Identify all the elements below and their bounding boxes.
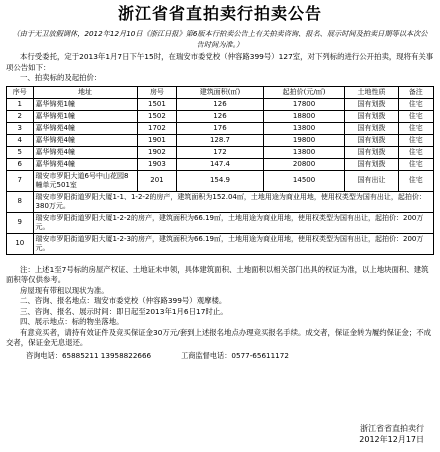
table-row [7,98,434,110]
signature-block [359,423,424,445]
table-cell: 2 [7,110,34,122]
table-cell: 嘉华锦苑4幢 [33,146,137,158]
supervise-phone: 工商监督电话：0577-65611172 [181,350,289,360]
table-cell: 128.7 [177,134,263,146]
table-row [7,191,434,212]
table-cell: 国有划拨 [345,146,398,158]
table-cell: 147.4 [177,158,263,170]
note-6: 有意竞买者，请持有效证件及竞买保证金30万元/套到上述报名地点办理竞买报名手续。成交者，保证金转为履约保证金；不成交者，保证金无息退还。 [6,327,431,347]
table-cell: 住宅 [398,158,433,170]
table-cell: 1902 [137,146,177,158]
col-header: 房号 [137,86,177,98]
table-cell: 1 [7,98,34,110]
intro-paragraph: 本行受委托，定于2013年1月7日下午15时，在瑞安市委党校（仲容路399号）127室，对下列标的进行公开拍卖，现将有关事项公告如下： [6,52,434,72]
table-cell: 国有划拨 [345,122,398,134]
table-cell: 住宅 [398,146,433,158]
table-cell: 嘉华锦苑4幢 [33,158,137,170]
table-row [7,233,434,254]
col-header: 建筑面积(㎡) [177,86,263,98]
table-cell: 住宅 [398,134,433,146]
table-cell: 国有划拨 [345,158,398,170]
note-4: 三、咨询、报名、展示时间：即日起至2013年1月6日17时止。 [20,306,228,316]
table-cell: 8 [7,191,34,212]
note-2: 房屋现有带租以现状为准。 [20,285,109,295]
table-cell: 国有出让 [345,170,398,191]
notice-title: 浙江省省直拍卖行拍卖公告 [117,4,322,23]
table-cell: 4 [7,134,34,146]
note-1: 注：上述1至7号标的房屋产权证、土地证未申领，具体建筑面积、土地面积以相关部门出具的权证为准，以上地块面积、建筑面积等仅供参考。 [6,264,429,284]
col-header: 土地性质 [345,86,398,98]
table-cell: 住宅 [398,122,433,134]
section-heading-1: 一、拍卖标的及起拍价： [20,73,102,82]
table-cell: 176 [177,122,263,134]
table-cell: 嘉华锦苑1幢 [33,110,137,122]
table-cell: 嘉华锦苑4幢 [33,122,137,134]
signature-org: 浙江省省直拍卖行 [360,424,424,433]
table-cell: 嘉华锦苑4幢 [33,134,137,146]
table-cell: 1702 [137,122,177,134]
table-cell: 瑞安市罗阳街道罗阳大厦1-2-2的房产，建筑面积为66.19㎡，土地用途为商业用地，使用权类型为国有出让，起拍价：200万元。 [33,212,433,233]
col-header: 备注 [398,86,433,98]
table-cell: 7 [7,170,34,191]
table-cell: 20800 [263,158,345,170]
table-cell: 住宅 [398,98,433,110]
table-cell: 19800 [263,134,345,146]
table-row [7,212,434,233]
table-cell: 国有划拨 [345,134,398,146]
lots-table [6,86,434,255]
table-cell: 1901 [137,134,177,146]
table-cell: 国有划拨 [345,110,398,122]
table-header-row [7,86,434,98]
table-cell: 6 [7,158,34,170]
table-cell: 201 [137,170,177,191]
table-cell: 154.9 [177,170,263,191]
note-5: 四、展示地点：标的物坐落地。 [20,317,124,326]
signature-date: 2012年12月17日 [359,435,424,444]
table-row [7,110,434,122]
contact-row [6,351,434,361]
table-cell: 瑞安市罗阳街道罗阳大厦1-2-3的房产，建筑面积为66.19㎡，土地用途为商业用地，使用权类型为国有出让，起拍价：200万元。 [33,233,433,254]
table-cell: 5 [7,146,34,158]
table-cell: 9 [7,212,34,233]
table-cell: 3 [7,122,34,134]
table-row [7,134,434,146]
contact-phone: 咨询电话：65885211 13958822666 [26,350,152,360]
table-row [7,122,434,134]
table-cell: 瑞安市罗阳街道罗阳大厦1-1、1-2-2的房产，建筑面积为152.04㎡，土地用途为商业用地，使用权类型为国有出让，起拍价：380万元。 [33,191,433,212]
table-cell: 126 [177,110,263,122]
table-cell: 10 [7,233,34,254]
table-cell: 172 [177,146,263,158]
col-header: 序号 [7,86,34,98]
table-row [7,146,434,158]
table-cell: 1502 [137,110,177,122]
table-cell: 1903 [137,158,177,170]
table-cell: 瑞安市罗阳大道6号中山花园8幢单元501室 [33,170,137,191]
table-row [7,158,434,170]
table-cell: 住宅 [398,110,433,122]
table-cell: 1501 [137,98,177,110]
col-header: 地址 [33,86,137,98]
table-cell: 18800 [263,110,345,122]
table-cell: 国有划拨 [345,98,398,110]
col-header: 起拍价(元/㎡) [263,86,345,98]
notice-note: （由于无卫放假调休，2012年12月10日《浙江日报》第6版本行拍卖公告上有关拍卖咨询、报名、展示时间及拍卖日期等以本次公告时间为准。） [12,29,428,49]
table-cell: 17800 [263,98,345,110]
table-cell: 126 [177,98,263,110]
table-cell: 住宅 [398,170,433,191]
table-cell: 13800 [263,146,345,158]
table-row [7,170,434,191]
note-3: 二、咨询、报名地点：瑞安市委党校（仲容路399号）观摩楼。 [20,296,227,305]
table-cell: 14500 [263,170,345,191]
table-cell: 嘉华锦苑1幢 [33,98,137,110]
table-cell: 13800 [263,122,345,134]
